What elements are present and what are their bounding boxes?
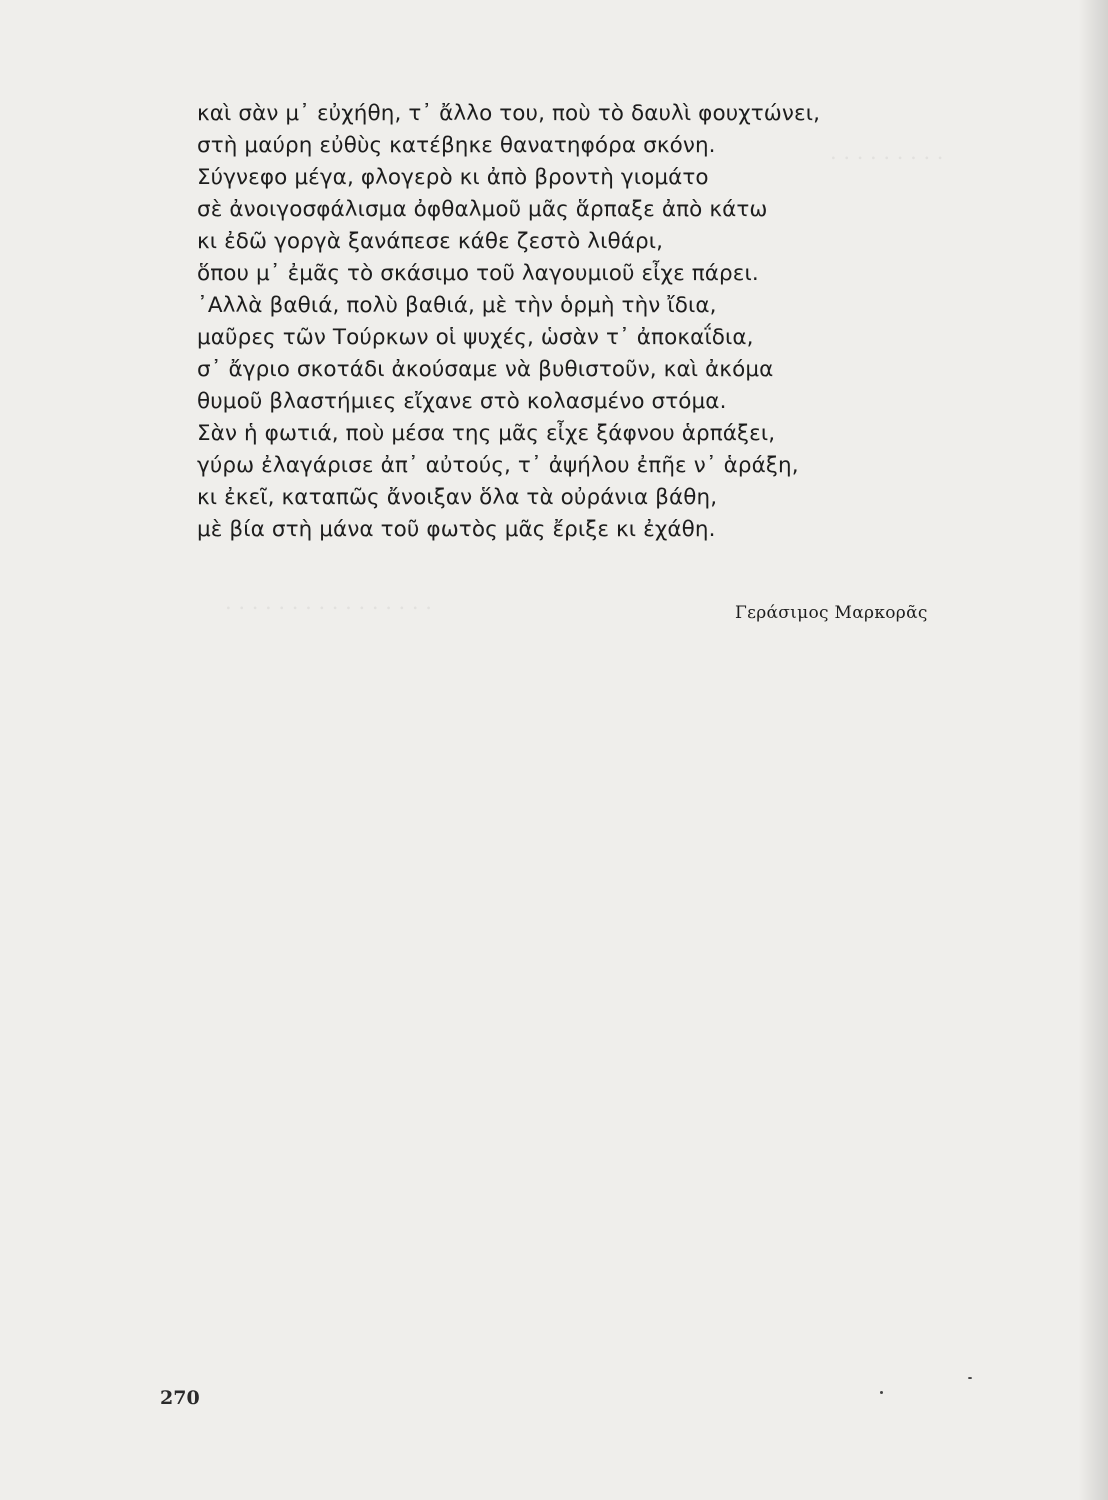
dust-speck <box>968 1377 972 1379</box>
poem-line: στὴ μαύρη εὐθὺς κατέβηκε θανατηφόρα σκόνη. <box>197 133 716 158</box>
poem-line: σ᾽ ἄγριο σκοτάδι ἀκούσαμε νὰ βυθιστοῦν, καὶ ἀκόμα <box>197 357 774 382</box>
poem-line: κι ἐδῶ γοργὰ ξανάπεσε κάθε ζεστὸ λιθάρι, <box>197 229 664 254</box>
poem-line: θυμοῦ βλαστήμιες εἴχανε στὸ κολασμένο στόμα. <box>197 389 727 414</box>
poem-line: ὅπου μ᾽ ἐμᾶς τὸ σκάσιμο τοῦ λαγουμιοῦ εἶχε πάρει. <box>197 261 759 286</box>
poem-line: καὶ σὰν μ᾽ εὐχήθη, τ᾽ ἄλλο του, ποὺ τὸ δαυλὶ φουχτώνει, <box>197 101 821 126</box>
poem-line: σὲ ἀνοιγοσφάλισμα ὀφθαλμοῦ μᾶς ἅρπαξε ἀπὸ κάτω <box>197 197 768 222</box>
poem-line: μαῦρες τῶν Τούρκων οἱ ψυχές, ὡσὰν τ᾽ ἀποκαΐδια, <box>197 325 754 350</box>
poem-line: γύρω ἐλαγάρισε ἀπ᾽ αὐτούς, τ᾽ ἀψήλου ἐπῆε ν᾽ ἁράξη, <box>197 453 799 478</box>
poem-line: Σὰν ἡ φωτιά, ποὺ μέσα της μᾶς εἶχε ξάφνου ἁρπάξει, <box>197 421 776 446</box>
poem-author: Γεράσιμος Μαρκορᾶς <box>735 603 928 623</box>
bleed-through-text: . . . . . . . . . . . . . . . . <box>225 590 432 614</box>
poem-line: κι ἐκεῖ, καταπῶς ἄνοιξαν ὅλα τὰ οὐράνια βάθη, <box>197 485 718 510</box>
poem-line: ᾿Αλλὰ βαθιά, πολὺ βαθιά, μὲ τὴν ὁρμὴ τὴν ἴδια, <box>197 293 717 318</box>
page-number: 270 <box>160 1387 200 1409</box>
page-edge-shadow <box>1078 0 1108 1500</box>
poem-line: Σύγνεφο μέγα, φλογερὸ κι ἀπὸ βροντὴ γιομάτο <box>197 165 709 190</box>
poem-stanza <box>197 98 957 546</box>
bleed-through-text: . . . . . . . . . <box>830 140 944 164</box>
dust-speck <box>880 1391 883 1394</box>
poem-line: μὲ βία στὴ μάνα τοῦ φωτὸς μᾶς ἔριξε κι ἐχάθη. <box>197 517 716 542</box>
